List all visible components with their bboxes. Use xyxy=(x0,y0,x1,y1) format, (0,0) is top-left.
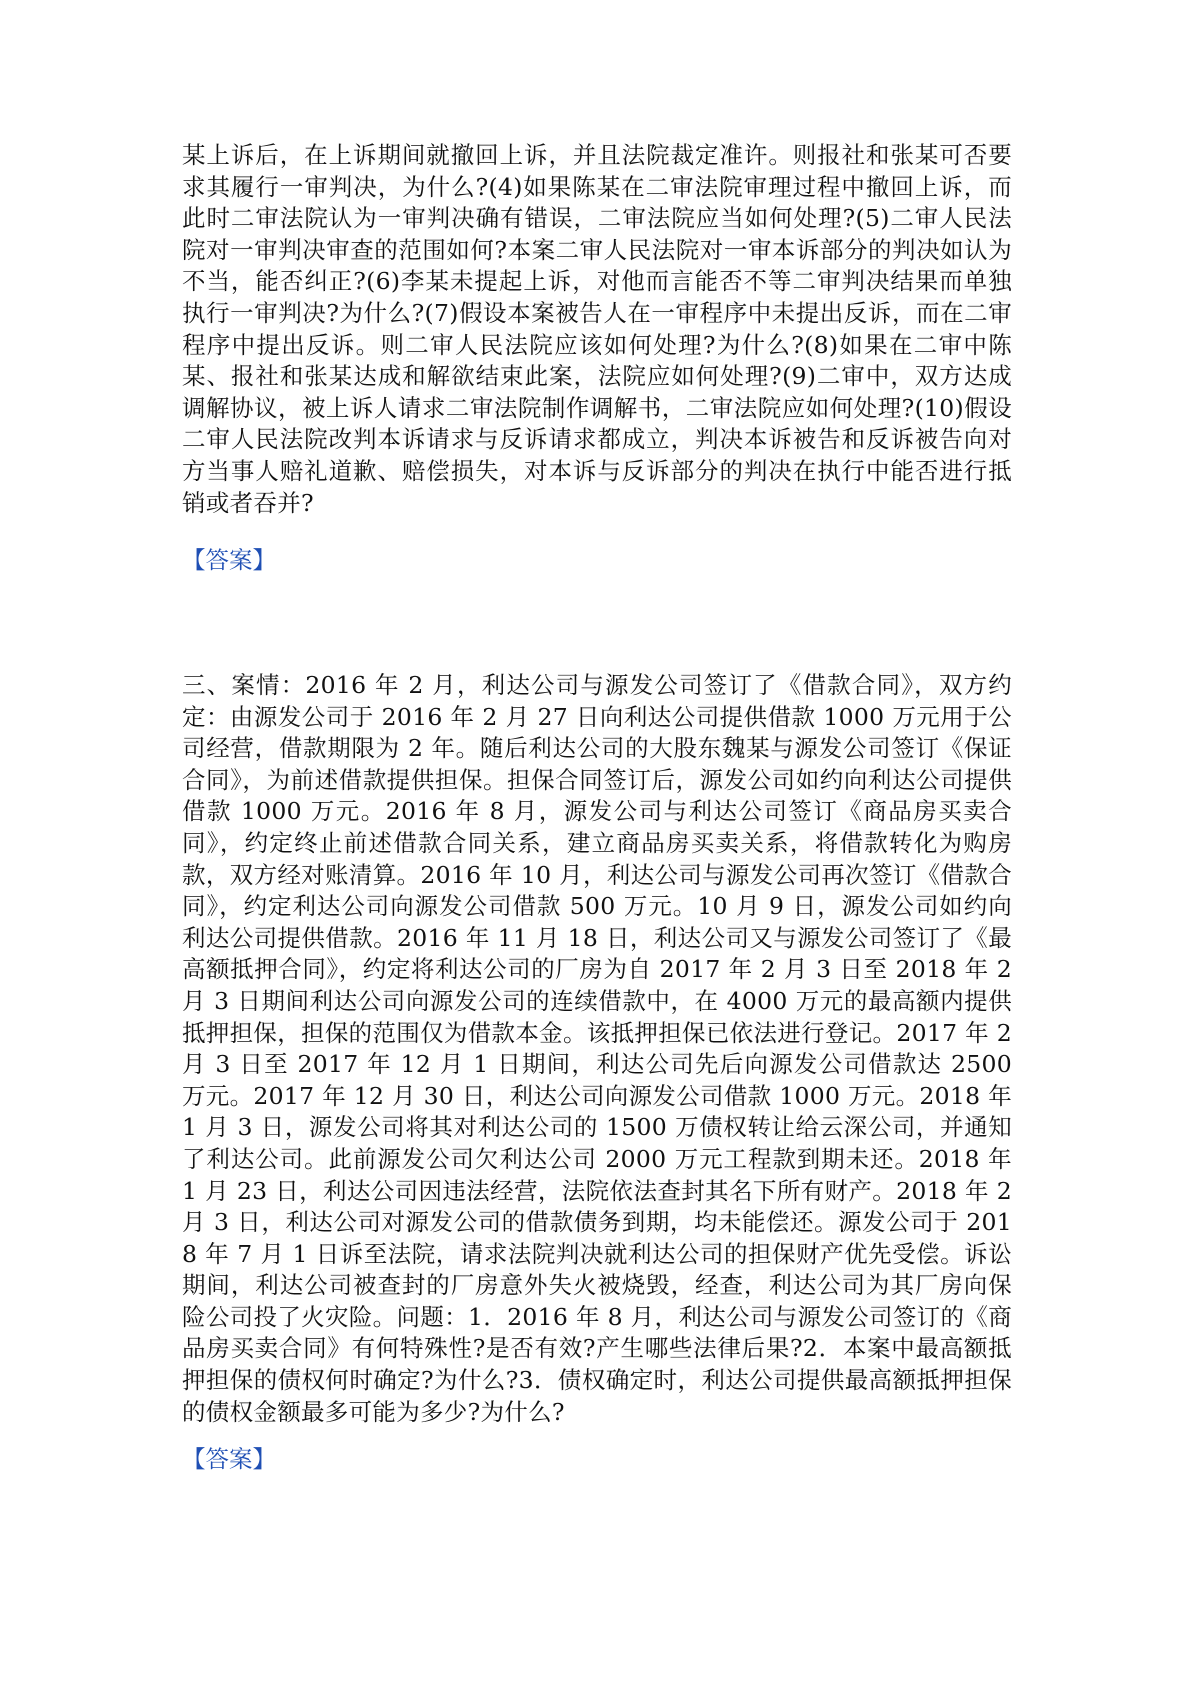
answer-label: 【答案】 xyxy=(182,546,276,574)
question-text-continued: 某上诉后，在上诉期间就撤回上诉，并且法院裁定准许。则报社和张某可否要求其履行一审判决，为什么?(4)如果陈某在二审法院审理过程中撤回上诉，而此时二审法院认为一审判决确有错误，二审法院应当如何处理?(5)二审人民法院对一审判决审查的范围如何?本案二审人民法院对一审本诉部分的判决如认为不当，能否纠正?(6)李某未提起上诉，对他而言能否不等二审判决结果而单独执行一审判决?为什么?(7)假设本案被告人在一审程序中未提出反诉，而在二审程序中提出反诉。则二审人民法院应该如何处理?为什么?(8)如果在二审中陈某、报社和张某达成和解欲结束此案，法院应如何处理?(9)二审中，双方达成调解协议，被上诉人请求二审法院制作调解书，二审法院应如何处理?(10)假设二审人民法院改判本诉请求与反诉请求都成立，判决本诉被告和反诉被告向对方当事人赔礼道歉、赔偿损失，对本诉与反诉部分的判决在执行中能否进行抵销或者吞并? xyxy=(182,141,1012,517)
case-three-text: 三、案情：2016 年 2 月，利达公司与源发公司签订了《借款合同》，双方约定：由源发公司于 2016 年 2 月 27 日向利达公司提供借款 1000 万元用于公司经营，借款期限为 2 年。随后利达公司的大股东魏某与源发公司签订《保证合同》，为前述借款提供担保。担保合同签订后，源发公司如约向利达公司提供借款 1000 万元。2016 年 8 月，源发公司与利达公司签订《商品房买卖合同》，约定终止前述借款合同关系，建立商品房买卖关系，将借款转化为购房款，双方经对账清算。2016 年 10 月，利达公司与源发公司再次签订《借款合同》，约定利达公司向源发公司借款 500 万元。10 月 9 日，源发公司如约向利达公司提供借款。2016 年 11 月 18 日，利达公司又与源发公司签订了《最高额抵押合同》，约定将利达公司的厂房为自 2017 年 2 月 3 日至 2018 年 2 月 3 日期间利达公司向源发公司的连续借款中，在 4000 万元的最高额内提供抵押担保，担保的范围仅为借款本金。该抵押担保已依法进行登记。2017 年 2 月 3 日至 2017 年 12 月 1 日期间，利达公司先后向源发公司借款达 2500 万元。2017 年 12 月 30 日，利达公司向源发公司借款 1000 万元。2018 年 1 月 3 日，源发公司将其对利达公司的 1500 万债权转让给云深公司，并通知了利达公司。此前源发公司欠利达公司 2000 万元工程款到期未还。2018 年 1 月 23 日，利达公司因违法经营，法院依法查封其名下所有财产。2018 年 2 月 3 日，利达公司对源发公司的借款债务到期，均未能偿还。源发公司于 2018 年 7 月 1 日诉至法院，请求法院判决就利达公司的担保财产优先受偿。诉讼期间，利达公司被查封的厂房意外失火被烧毁，经查，利达公司为其厂房向保险公司投了火灾险。问题：1．2016 年 8 月，利达公司与源发公司签订的《商品房买卖合同》有何特殊性?是否有效?产生哪些法律后果?2．本案中最高额抵押担保的债权何时确定?为什么?3．债权确定时，利达公司提供最高额抵押担保的债权金额最多可能为多少?为什么? xyxy=(182,671,1012,1426)
answer-label: 【答案】 xyxy=(182,1445,276,1473)
